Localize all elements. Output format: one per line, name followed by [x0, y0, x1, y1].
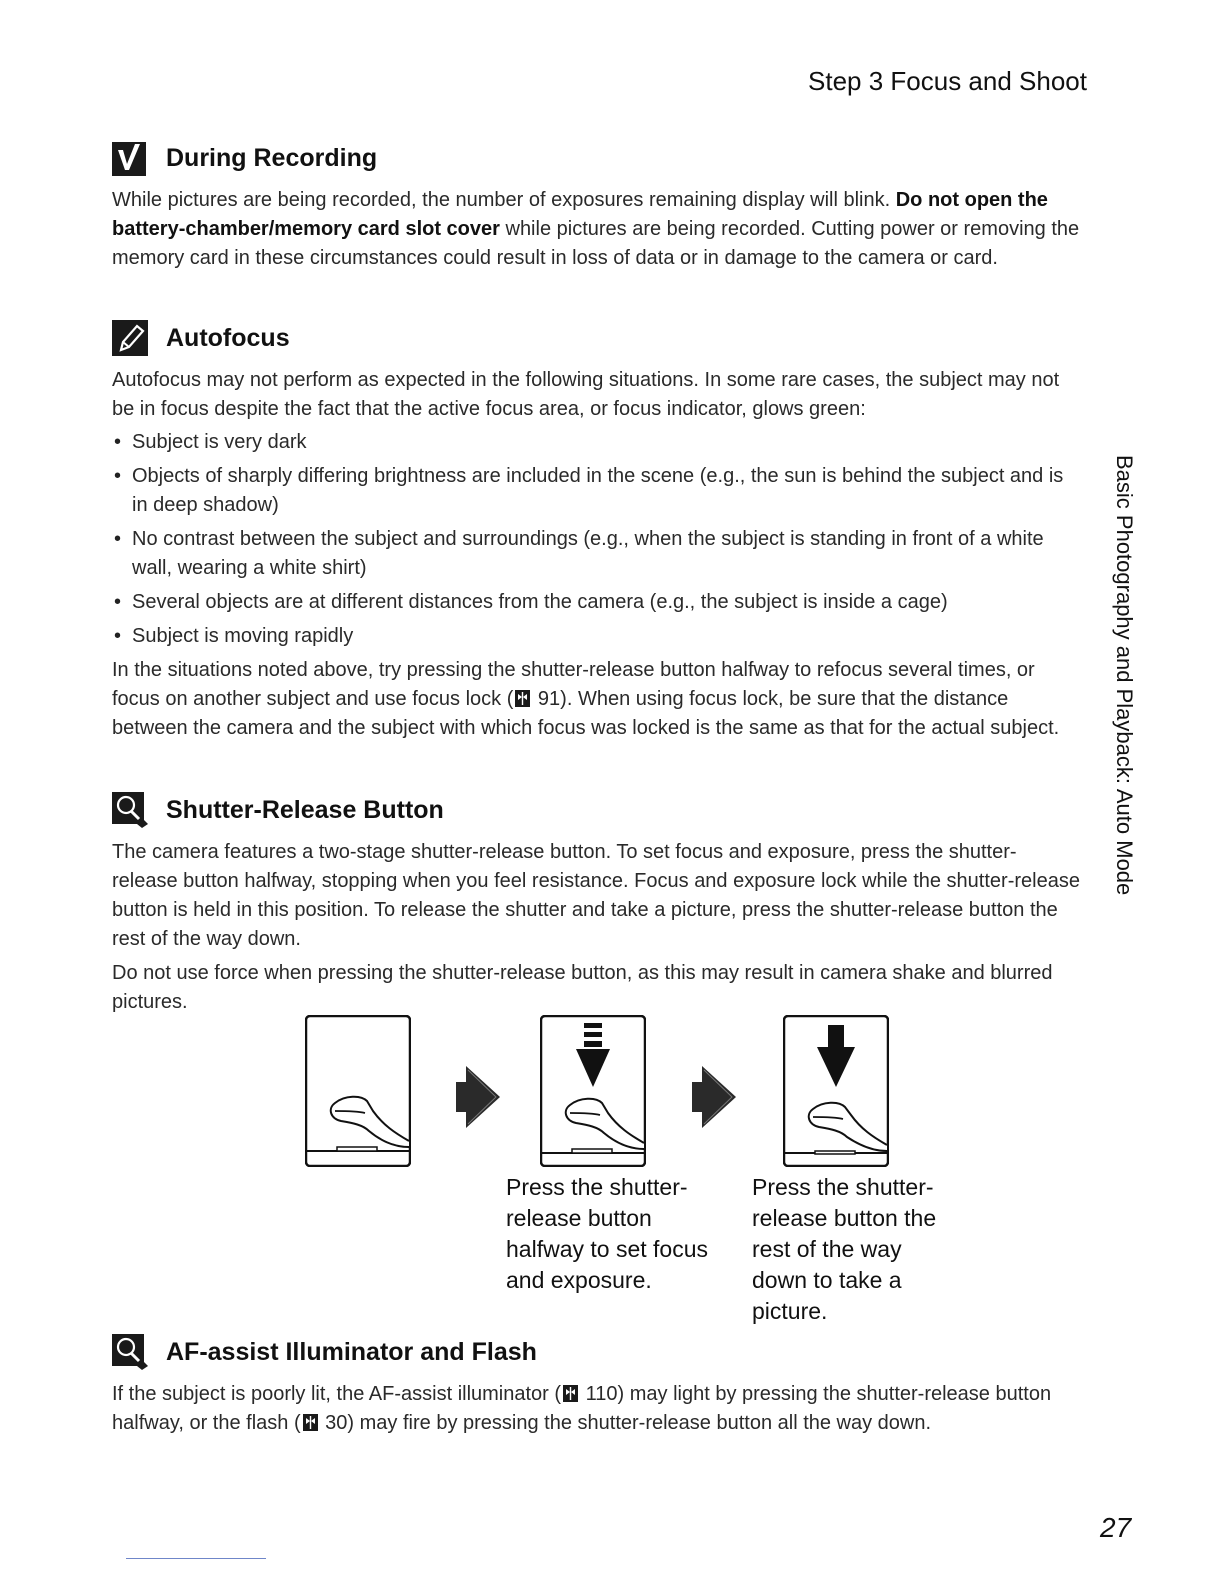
section-heading [112, 318, 1082, 358]
body-text: while pictures are being recorded. Cutting power or removing the memory card in these circumstances could result in loss of data or in damage to the camera or card. [112, 218, 1080, 269]
page-reference-number[interactable]: 110 [585, 1383, 618, 1405]
list-item: • Subject is very dark [112, 428, 1082, 457]
section-heading [112, 138, 1082, 178]
section-heading [112, 790, 1082, 830]
caption-full-press: Press the shutter-release button the rest of the way down to take a picture. [752, 1174, 937, 1324]
magnifier-info-icon [112, 792, 148, 828]
section-title: During Recording [166, 143, 378, 172]
section-title: AF-assist Illuminator and Flash [166, 1337, 537, 1366]
shutter-full-press-illustration [783, 1015, 889, 1167]
body-text: ) may fire by pressing the shutter-release button all the way down. [347, 1412, 932, 1434]
body-text: ). When using focus lock, be sure that the distance between the camera and the subject with which focus was locked is the same as that for the actual subject. [112, 688, 1060, 739]
body-text: ) may light by pressing the shutter-release button halfway, or the flash ( [112, 1383, 1052, 1434]
page-reference-number[interactable]: 91 [537, 688, 561, 710]
caution-check-icon [112, 140, 148, 176]
body-text: While pictures are being recorded, the number of exposures remaining display will blink. [112, 189, 896, 211]
section-body [112, 186, 1082, 273]
section-body: The camera features a two-stage shutter-release button. To set focus and exposure, press the shutter-release button halfway, stopping when you feel resistance. Focus and exposure lock while the shutter-release button is held in this position. To release the shutter and take a picture, press the shutter-release button the rest of the way down. [112, 841, 1080, 950]
section-af-assist [112, 1332, 1082, 1438]
warning-bold-text: Do not open the battery-chamber/memory card slot cover [112, 189, 1048, 240]
autofocus-bullet-list [112, 428, 1082, 651]
caption-halfway-press: Press the shutter-release button halfway to set focus and exposure. [506, 1174, 708, 1293]
list-item: • No contrast between the subject and surroundings (e.g., when the subject is standing in front of a white wall, wearing a white shirt) [112, 525, 1082, 583]
magnifier-info-icon [112, 1334, 148, 1370]
next-step-arrow-icon [692, 1066, 736, 1128]
body-text: In the situations noted above, try pressing the shutter-release button halfway to refocus several times, or focus on another subject and use focus lock ( [112, 659, 1035, 710]
page-header-title: Step 3 Focus and Shoot [808, 66, 1087, 96]
list-item: • Objects of sharply differing brightness are included in the scene (e.g., the sun is behind the subject and is in deep shadow) [112, 462, 1082, 520]
section-outro [112, 656, 1082, 743]
footer-rule [126, 1558, 266, 1559]
chapter-side-tab-label: Basic Photography and Playback: Auto Mode [1112, 455, 1137, 896]
section-during-recording [112, 138, 1082, 273]
section-intro: Autofocus may not perform as expected in the following situations. In some rare cases, the subject may not be in focus despite the fact that the active focus area, or focus indicator, glows green: [112, 369, 1060, 420]
next-step-arrow-icon [456, 1066, 500, 1128]
section-shutter-release [112, 790, 1082, 1017]
page-reference-icon [515, 690, 530, 707]
page-number: 27 [1100, 1512, 1132, 1543]
list-item: • Several objects are at different distances from the camera (e.g., the subject is inside a cage) [112, 588, 1082, 617]
page-reference-icon [563, 1385, 578, 1402]
section-title: Autofocus [166, 323, 290, 352]
list-item: • Subject is moving rapidly [112, 622, 1082, 651]
section-autofocus [112, 318, 1082, 743]
section-body: Do not use force when pressing the shutter-release button, as this may result in camera shake and blurred pictures. [112, 962, 1053, 1013]
shutter-rest-illustration [305, 1015, 411, 1167]
chapter-side-tab [1101, 455, 1149, 905]
section-title: Shutter-Release Button [166, 795, 444, 824]
pencil-note-icon [112, 320, 148, 356]
shutter-halfway-illustration [540, 1015, 646, 1167]
body-text: If the subject is poorly lit, the AF-assist illuminator ( [112, 1383, 562, 1405]
page-reference-icon [303, 1414, 318, 1431]
section-body [112, 1380, 1082, 1438]
section-heading [112, 1332, 1082, 1372]
page-reference-number[interactable]: 30 [325, 1412, 348, 1434]
